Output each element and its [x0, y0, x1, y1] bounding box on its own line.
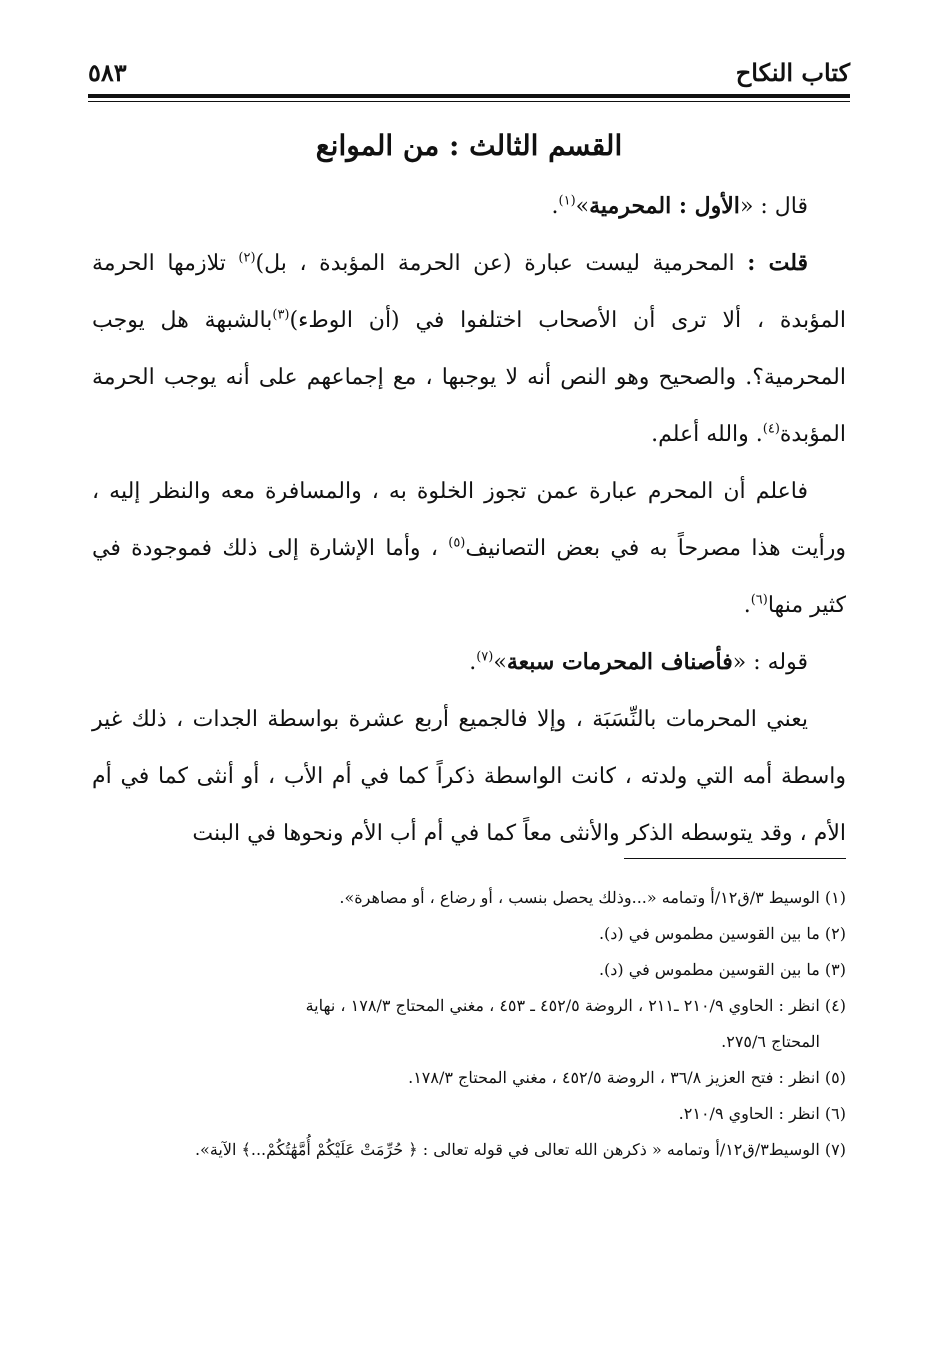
paragraph-2 [92, 235, 846, 463]
header-title: كتاب النكاح [735, 58, 850, 87]
footnote-ref-4: (٤) [762, 421, 780, 437]
main-text [92, 118, 846, 862]
p4-bold: فأصناف المحرمات سبعة [506, 649, 733, 675]
footnote-text: انظر : الحاوي ٢١٠/٩ ـ٢١١ ، الروضة ٤٥٢/٥ ـ ٤٥٣ ، مغني المحتاج ١٧٨/٣ ، نهاية [305, 996, 820, 1015]
footnote-1 [92, 880, 846, 916]
p3-text-b: ، وأما الإشارة إلى ذلك فموجودة في كثير منها [92, 536, 846, 618]
footnote-text: الوسيط٣/ق١٢/أ وتمامه « ذكرهن الله تعالى في قوله تعالى : ﴿ حُرِّمَتْ عَلَيْكُمْ أُمَّهَٰتُكُمْ...﴾ الآية». [194, 1140, 820, 1159]
p1-end: . [551, 194, 559, 219]
footnote-3 [92, 952, 846, 988]
paragraph-5: يعني المحرمات بالنِّسَبَة ، وإلا فالجميع أربع عشرة بواسطة الجدات ، ذلك غير واسطة أمه التي ولدته ، كانت الواسطة ذكراً كما في أم الأب ، أو أنثى كما في أم الأم ، وقد يتوسطه الذكر والأنثى معاً كما في أم أب الأم ونحوها في البنت [92, 707, 846, 846]
footnote-separator [624, 858, 846, 859]
footnote-number: (٥) [824, 1068, 846, 1087]
p2-text-d: . والله أعلم. [651, 422, 763, 447]
footnote-text: انظر : فتح العزيز ٣٦/٨ ، الروضة ٤٥٢/٥ ، مغني المحتاج ١٧٨/٣. [408, 1068, 820, 1087]
p4-close: » [493, 650, 507, 675]
footnote-7 [92, 1132, 846, 1168]
p1-lead: قال : « [739, 194, 808, 219]
paragraph-1 [92, 178, 846, 235]
footnotes [92, 880, 846, 1168]
footnote-6 [92, 1096, 846, 1132]
footnote-ref-7: (٧) [476, 649, 494, 665]
footnote-4-continuation: المحتاج ٢٧٥/٦. [721, 1032, 820, 1051]
footnote-number: (١) [824, 888, 846, 907]
footnote-ref-5: (٥) [448, 535, 466, 551]
footnote-number: (٣) [824, 960, 846, 979]
p3-end: . [743, 593, 751, 618]
running-header [88, 58, 850, 94]
header-rule [88, 94, 850, 98]
footnote-ref-6: (٦) [750, 592, 768, 608]
footnote-text: ما بين القوسين مطموس في (د). [598, 960, 820, 979]
footnote-text: انظر : الحاوي ٢١٠/٩. [678, 1104, 820, 1123]
footnote-ref-2: (٢) [238, 250, 256, 266]
header-rule-thin [88, 101, 850, 102]
footnote-number: (٦) [824, 1104, 846, 1123]
p3-text-a: فاعلم أن المحرم عبارة عمن تجوز الخلوة به ، والمسافرة معه والنظر إليه ، ورأيت هذا مصرحاً به في بعض التصانيف [92, 479, 846, 561]
footnote-text: ما بين القوسين مطموس في (د). [598, 924, 820, 943]
section-heading: القسم الثالث : من الموانع [315, 129, 623, 162]
p2-text-c: بالشبهة هل يوجب المحرمية؟. والصحيح وهو النص أنه لا يوجبها ، مع إجماعهم على أنه يوجب الحرمة المؤبدة [92, 308, 846, 447]
footnote-text: الوسيط ٣/ق١٢/أ وتمامه «...وذلك يحصل بنسب ، أو رضاع ، أو مصاهرة». [339, 888, 820, 907]
p2-lead: قلت : [747, 250, 809, 276]
footnote-ref-3: (٣) [272, 307, 290, 323]
footnote-ref-1: (١) [558, 193, 576, 209]
footnote-number: (٤) [824, 996, 846, 1015]
p2-text-b: تلازمها الحرمة المؤبدة ، ألا ترى أن الأصحاب اختلفوا في (أن الوطء) [92, 251, 846, 333]
footnote-5 [92, 1060, 846, 1096]
paragraph-4 [92, 634, 846, 691]
p2-text-a: المحرمية ليست عبارة (عن الحرمة المؤبدة ، بل) [255, 251, 748, 276]
footnote-number: (٧) [824, 1140, 846, 1159]
page-number: ٥٨٣ [88, 58, 127, 87]
p4-end: . [469, 650, 477, 675]
p1-close: » [575, 194, 590, 219]
footnote-2 [92, 916, 846, 952]
p4-lead: قوله : « [732, 650, 808, 675]
p1-bold: الأول : المحرمية [589, 193, 740, 219]
footnote-4 [92, 988, 846, 1024]
paragraph-3 [92, 463, 846, 634]
footnote-number: (٢) [824, 924, 846, 943]
